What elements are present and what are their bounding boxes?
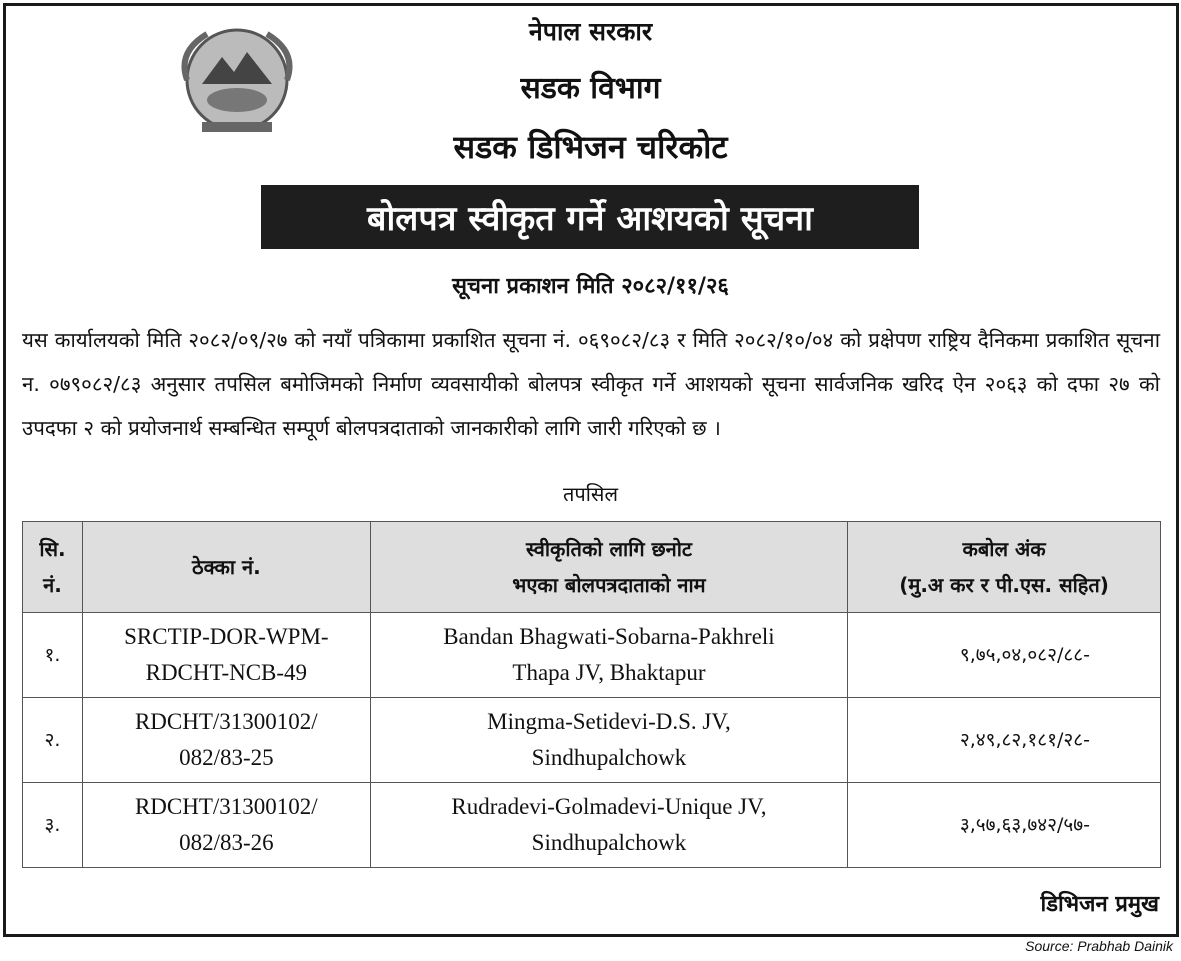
- row-bidder: [370, 698, 847, 783]
- department-name: सडक विभाग: [520, 71, 661, 106]
- row-bidder: [370, 613, 847, 698]
- header-bidder: [370, 522, 847, 613]
- publish-date: सूचना प्रकाशन मिति २०८२/११/२६: [452, 274, 729, 299]
- notice-title: बोलपत्र स्वीकृत गर्ने आशयको सूचना: [367, 199, 813, 239]
- header-sn: [23, 522, 83, 613]
- notice-title-banner: [261, 185, 919, 249]
- government-name: नेपाल सरकार: [528, 17, 653, 46]
- table-row: [23, 783, 1161, 868]
- row-sn: २.: [23, 698, 83, 783]
- row-amount: २,४९,८२,१८१/२८-: [848, 698, 1161, 783]
- contract-line: SRCTIP-DOR-WPM-: [124, 624, 329, 649]
- notice-paragraph: यस कार्यालयको मिति २०८२/०९/२७ को नयाँ पत्रिकामा प्रकाशित सूचना नं. ०६९०८२/८३ र मिति २०८२/१०/०४ को प्रक्षेपण राष्ट्रिय दैनिकमा प्रकाशित सूचना न. ०७९०८२/८३ अनुसार तपसिल बमोजिमको निर्माण व्यवसायीको बोलपत्र स्वीकृत गर्ने आशयको सूचना सार्वजनिक खरिद ऐन २०६३ को दफा २७ को उपदफा २ को प्रयोजनार्थ सम्बन्धित सम्पूर्ण बोलपत्रदाताको जानकारीको लागि जारी गरिएको छ ।: [22, 328, 1160, 440]
- row-sn: ३.: [23, 783, 83, 868]
- row-contract: [82, 783, 370, 868]
- header-text: कबोल अंक: [962, 537, 1046, 561]
- table-header-row: [23, 522, 1161, 613]
- row-amount: ३,५७,६३,७४२/५७-: [848, 783, 1161, 868]
- row-sn: १.: [23, 613, 83, 698]
- schedule-label: तपसिल: [562, 482, 619, 506]
- row-amount: ९,७५,०४,०८२/८८-: [848, 613, 1161, 698]
- contract-line: 082/83-26: [179, 830, 274, 855]
- header-text: सि.: [39, 537, 66, 561]
- bidder-line: Rudradevi-Golmadevi-Unique JV,: [451, 794, 767, 819]
- bidder-line: Sindhupalchowk: [531, 830, 687, 855]
- bidder-line: Mingma-Setidevi-D.S. JV,: [487, 709, 731, 734]
- source-credit: Source: Prabhab Dainik: [1025, 938, 1173, 954]
- header-amount: [848, 522, 1161, 613]
- contract-line: RDCHT/31300102/: [134, 709, 318, 734]
- contract-line: RDCHT-NCB-49: [145, 660, 308, 685]
- bidder-line: Thapa JV, Bhaktapur: [512, 660, 706, 685]
- row-contract: [82, 613, 370, 698]
- header-text: (मु.अ कर र पी.एस. सहित): [899, 573, 1109, 597]
- bid-table: [22, 521, 1161, 868]
- header-text: स्वीकृतिको लागि छनोट: [525, 537, 692, 561]
- contract-line: 082/83-25: [179, 745, 274, 770]
- contract-line: RDCHT/31300102/: [134, 794, 318, 819]
- table-row: [23, 613, 1161, 698]
- row-bidder: [370, 783, 847, 868]
- table-row: [23, 698, 1161, 783]
- row-contract: [82, 698, 370, 783]
- header-text: नं.: [43, 573, 62, 597]
- header-contract: ठेक्का नं.: [82, 522, 370, 613]
- division-name: सडक डिभिजन चरिकोट: [453, 128, 728, 166]
- signatory: डिभिजन प्रमुख: [1040, 892, 1159, 917]
- header-text: भएका बोलपत्रदाताको नाम: [512, 573, 706, 597]
- bidder-line: Bandan Bhagwati-Sobarna-Pakhreli: [443, 624, 775, 649]
- bidder-line: Sindhupalchowk: [531, 745, 687, 770]
